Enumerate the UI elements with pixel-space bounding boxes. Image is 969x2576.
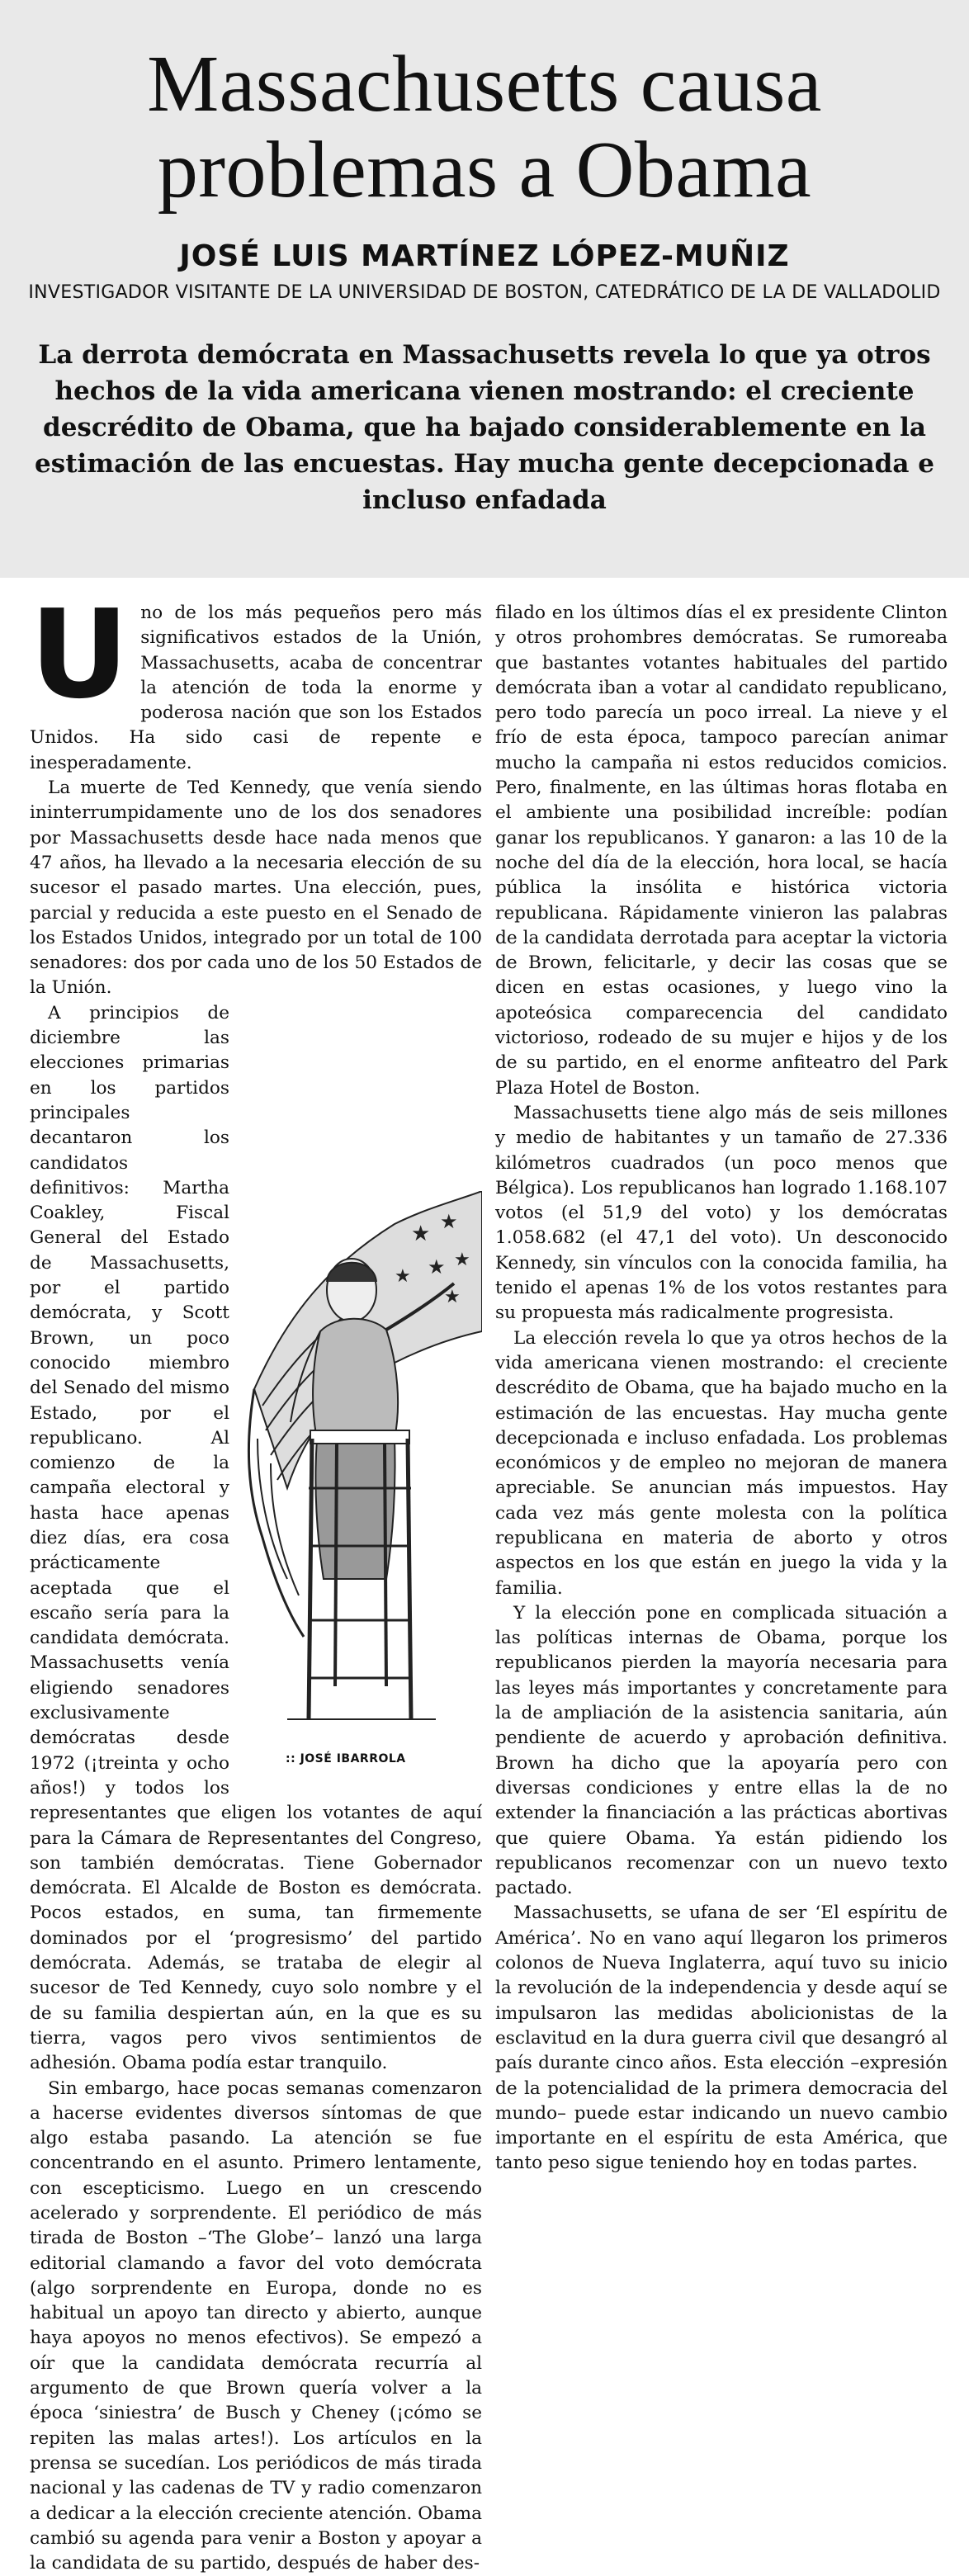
svg-text:★: ★ xyxy=(428,1255,446,1279)
author-name: JOSÉ LUIS MARTÍNEZ LÓPEZ-MUÑIZ xyxy=(179,239,790,273)
body-paragraph: filado en los últimos días el ex presidente Clinton y otros prohombres demócratas. Se rumoreaba que bastantes votantes habituales del partido demócrata iban a votar al candidato republicano, pero todo parecía un poco irreal. La nieve y el frío de esta época, tampoco parecían animar mucho la campaña ni estos reducidos comicios. Pero, finalmente, en las últimas horas flotaba en el ambiente una posibilidad increíble: podían ganar los republicanos. Y ganaron: a las 10 de la noche del día de la elección, hora local, se hacía pública la insólita e histórica victoria republicana. Rápidamente vinieron las palabras de la candidata derrotada para aceptar la victoria de Brown, felicitarle, y decir las cosas que se dicen en estas ocasiones, y luego vino la apoteósica comparecencia del candidato victorioso, rodeado de su mujer e hijos y de los de su partido, en el enorme anfiteatro del Park Plaza Hotel de Boston. xyxy=(495,603,948,1099)
headline: Massachusetts causa problemas a Obama xyxy=(147,40,822,215)
article-column-2 xyxy=(495,601,948,2177)
body-paragraph: La muerte de Ted Kennedy, que venía siendo ininterrumpidamente uno de los dos senadores por Massachusetts desde hace nada menos que 47 años, ha llevado a la necesaria elección de su sucesor el pasado martes. Una elección, pues, parcial y reducida a este puesto en el Senado de los Estados Unidos, integrado por un total de 100 senadores: dos por cada uno de los 50 Estados de la Unión. xyxy=(30,778,482,999)
illustration-credit: :: JOSÉ IBARROLA xyxy=(286,1752,406,1766)
body-paragraph: Massachusetts, se ufana de ser ‘El espíritu de América’. No en vano aquí llegaron los primeros colonos de Nueva Inglaterra, aquí tuvo su inicio la revolución de la independencia y desde aquí se impulsaron las medidas abolicionistas de la esclavitud en la dura guerra civil que desangró al país durante cinco años. Esta elección –expresión de la potencialidad de la primera democracia del mundo– puede estar indicando un nuevo cambio importante en el espíritu de esta América, que tanto peso sigue teniendo hoy en todas partes. xyxy=(495,1902,948,2174)
body-paragraph: Y la elección pone en complicada situación a las políticas internas de Obama, porque los republicanos pierden la mayoría necesaria para las leyes más importantes y concretamente para la de ampliación de la asistencia sanitaria, aún pendiente de acuerdo y aprobación definitiva. Brown ha dicho que la apoyaría pero con diversas condiciones y entre ellas la de no extender la financiación a las prácticas abortivas que quiere Obama. Ya están pidiendo los republicanos recomenzar con un nuevo texto pactado. xyxy=(495,1602,948,1899)
body-paragraph: Massachusetts tiene algo más de seis millones y medio de habitantes y un tamaño de 27.336 kilómetros cuadrados (un poco menos que Bélgica). Los republicanos han logrado 1.168.107 votos (el 51,9 del voto) y los demócratas 1.058.682 (el 47,1 del voto). Un desconocido Kennedy, sin vínculos con la conocida familia, ha tenido el apenas 1% de los votos restantes para su propuesta más radicalmente progresista. xyxy=(495,1102,948,1324)
svg-text:★: ★ xyxy=(411,1221,431,1246)
drop-cap: U xyxy=(30,584,130,726)
article-header xyxy=(0,0,969,578)
svg-text:★: ★ xyxy=(454,1249,470,1270)
flag-chair-figure-illustration xyxy=(238,1191,482,1752)
author-affiliation: INVESTIGADOR VISITANTE DE LA UNIVERSIDAD DE BOSTON, CATEDRÁTICO DE LA DE VALLADOLID xyxy=(28,282,941,303)
lead-paragraph: La derrota demócrata en Massachusetts revela lo que ya otros hechos de la vida americana vienen mostrando: el creciente descrédito de Obama, que ha bajado considerablemente en la estimación de las encuestas. Hay mucha gente decepcionada e incluso enfadada xyxy=(35,340,934,515)
svg-text:★: ★ xyxy=(444,1286,461,1307)
illustration xyxy=(238,1191,482,1775)
body-paragraph: no de los más pequeños pero más significativos estados de la Unión, Massachusetts, acaba de concentrar la atención de toda la enorme y poderosa nación que son los Estados Unidos. Ha sido casi de repente e inesperadamente. xyxy=(30,603,482,773)
body-paragraph-text: A principios de diciembre las elecciones primarias en los partidos principales decantaron los candidatos definitivos: Martha Coakley, Fiscal General del Estado de Massachusetts, por el partido demócrata, y Scott Brown, un poco conocido miembro del Senado del mismo Estado, por el republicano. Al comienzo de la campaña electoral y hasta hace apenas diez días, era cosa prácticamente aceptada que el escaño sería para la candidata demócrata. Massachusetts venía eligiendo senadores exclusivamente demócratas desde 1972 (¡treinta y ocho años!) y todos los representantes que eligen los votantes de aquí para la Cámara de Representantes del Congreso, son también demócratas. Tiene Gobernador demócrata. El Alcalde de Boston es demócrata. Pocos estados, en suma, tan firmemente dominados por el ‘progresismo’ del partido demócrata. Además, se trataba de elegir al sucesor de Ted Kennedy, cuyo solo nombre y el de su familia despiertan aún, en la que es su tierra, vagos pero vivos sentimientos de adhesión. Obama podía estar tranquilo. xyxy=(30,1002,482,2074)
svg-text:★: ★ xyxy=(440,1209,458,1233)
article-column-1 xyxy=(30,584,482,2576)
body-paragraph xyxy=(30,1001,482,2077)
svg-text:★: ★ xyxy=(395,1265,411,1287)
body-paragraph: Sin embargo, hace pocas semanas comenzaron a hacerse evidentes diversos síntomas de que algo estaba pasando. La atención se fue concentrando en el asunto. Primero lentamente, con escepticismo. Luego en un crescendo acelerado y sorprendente. El periódico de más tirada de Boston –‘The Globe’– lanzó una larga editorial clamando a favor del voto demócrata (algo sorprendente en Europa, donde no es habitual un apoyo tan directo y abierto, aunque haya apoyos no menos efectivos). Se empezó a oír que la candidata demócrata recurría al argumento de que Brown quería volver a la época ‘siniestra’ de Busch y Cheney (¡cómo se repiten las malas artes!). Los artículos en la prensa se sucedían. Los periódicos de más tirada nacional y las cadenas de TV y radio comenzaron a dedicar a la elección creciente atención. Obama cambió su agenda para venir a Boston y apoyar a la candidata de su partido, después de haber des- xyxy=(30,2077,482,2574)
body-paragraph: La elección revela lo que ya otros hechos de la vida americana vienen mostrando: el creciente descrédito de Obama, que ha bajado mucho en la estimación de las encuestas. Hay mucha gente decepcionada e incluso enfadada. Los problemas económicos y de empleo no mejoran de manera apreciable. Se anuncian más impuestos. Hay cada vez más gente molesta con la política republicana en materia de aborto y otros aspectos en los que están en juego la vida y la familia. xyxy=(495,1327,948,1599)
